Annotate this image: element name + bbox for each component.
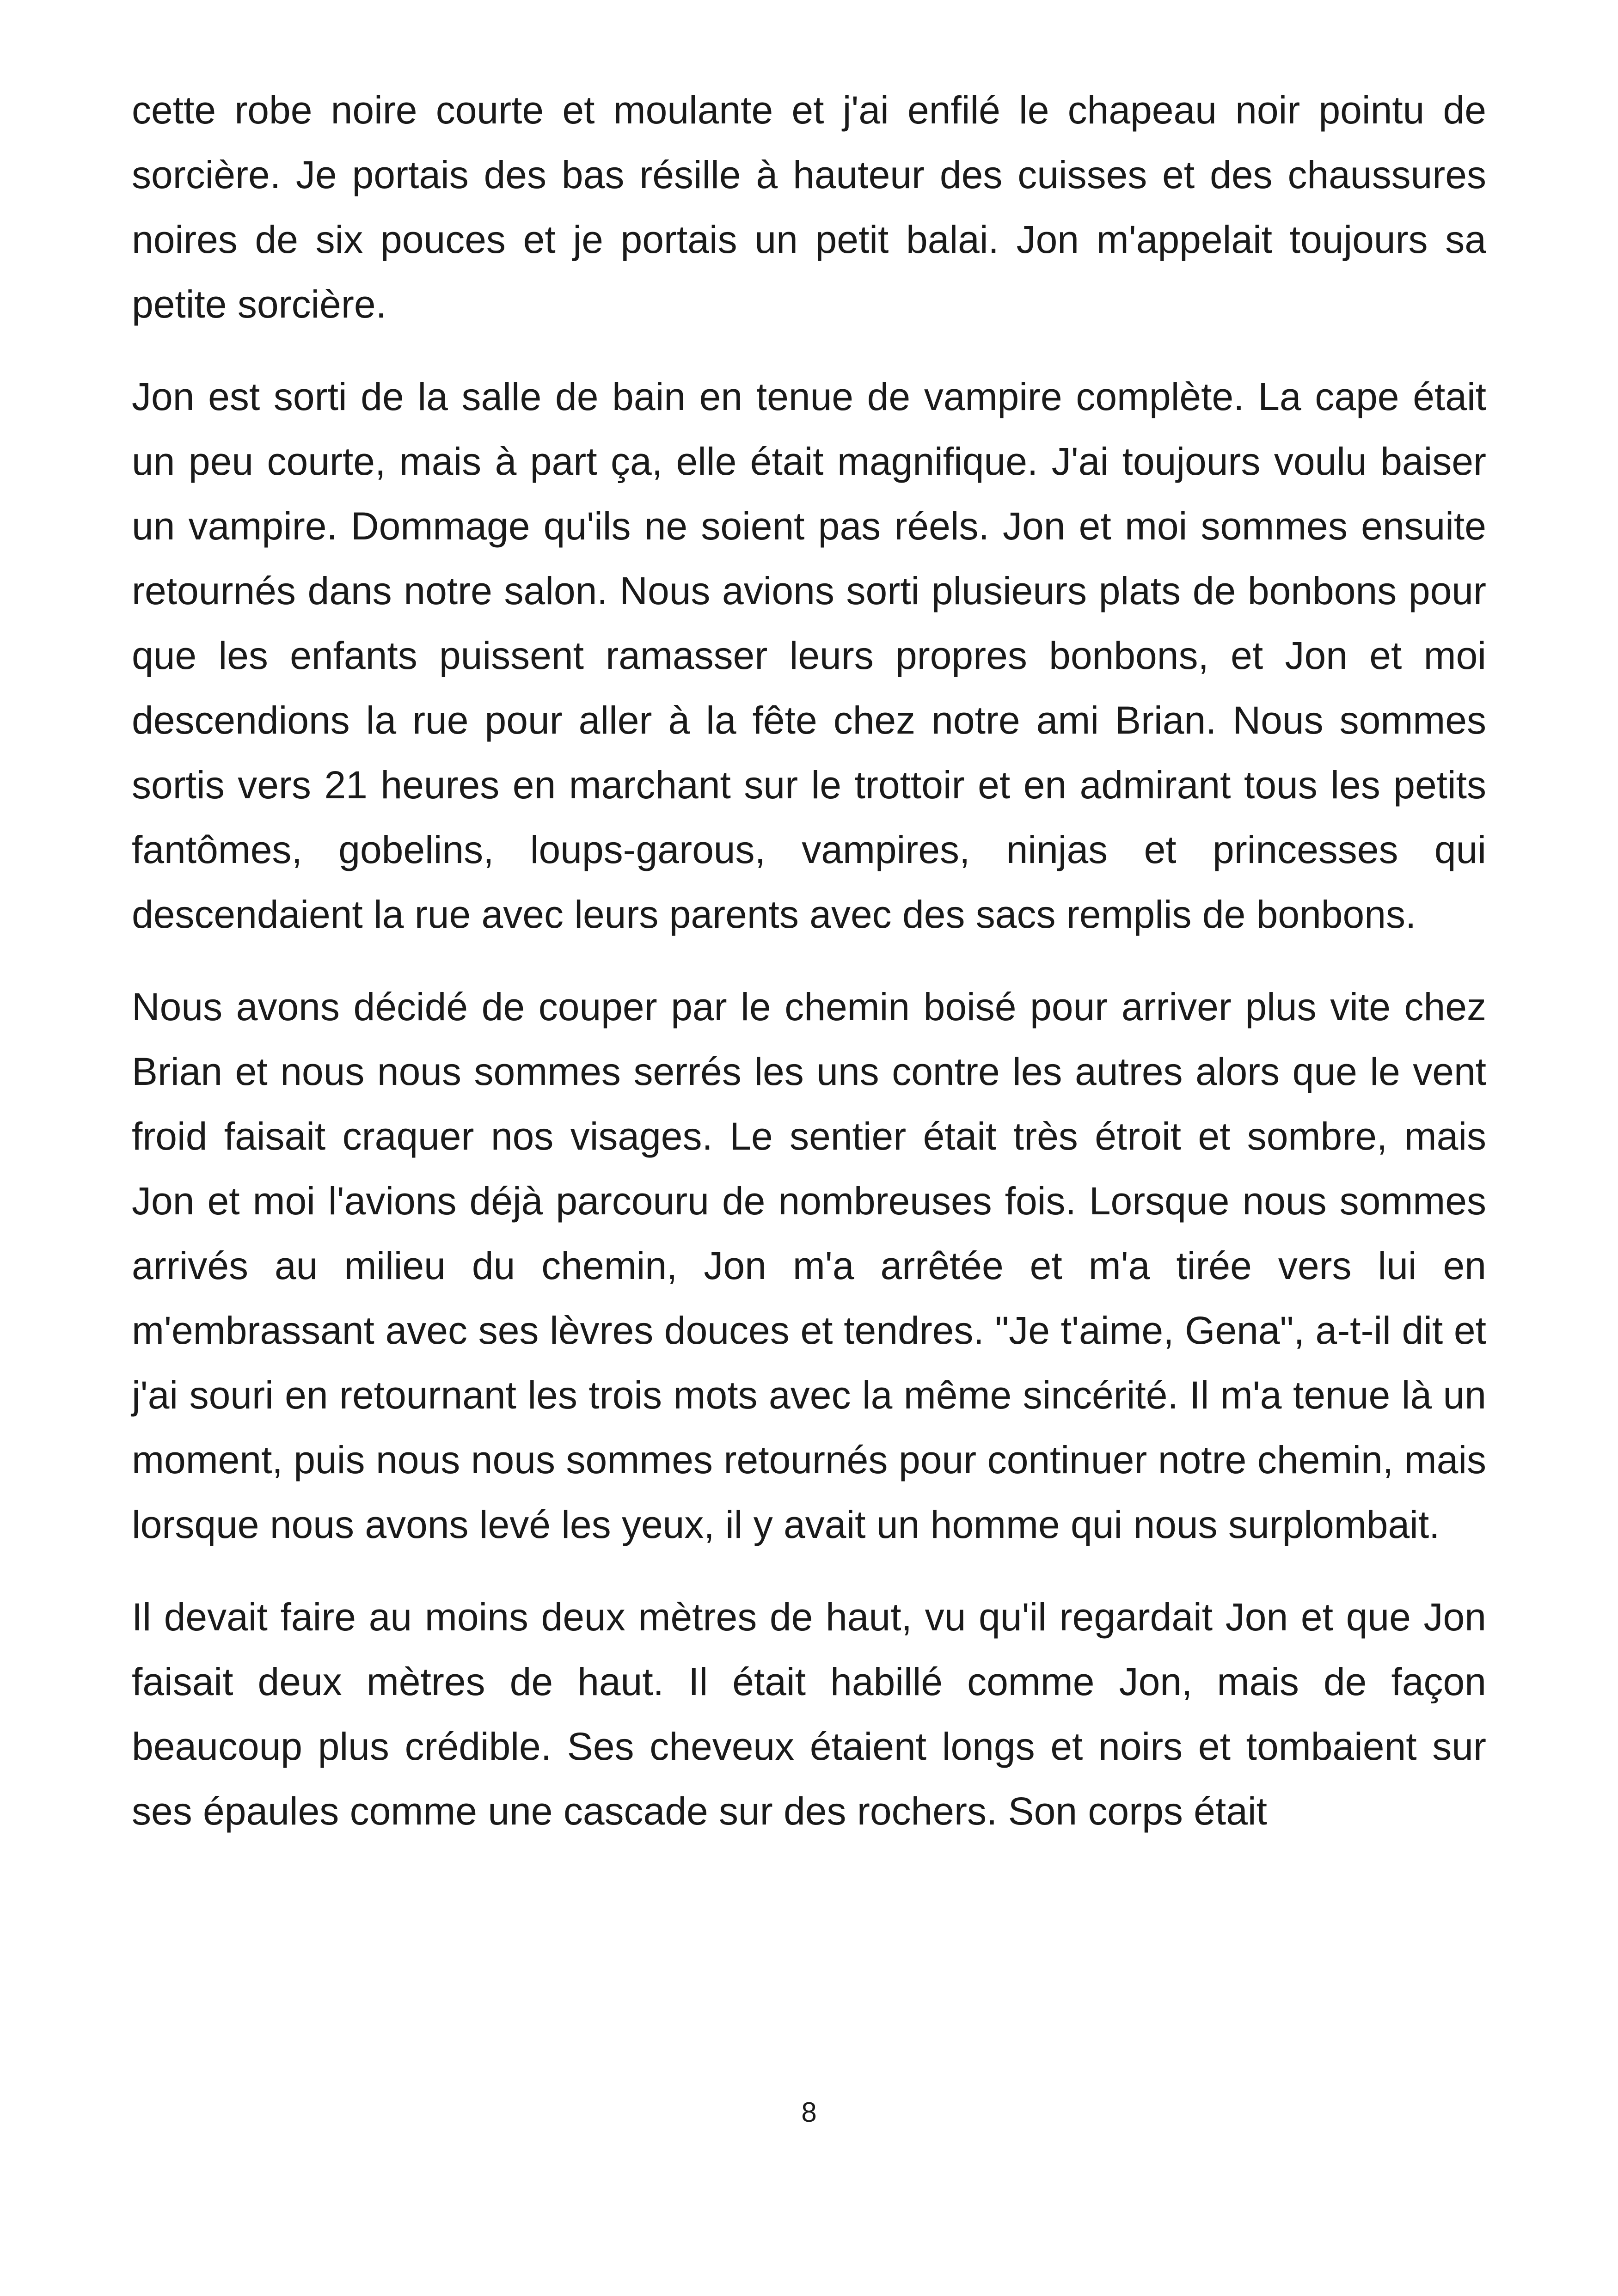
body-text [132,78,1486,1871]
paragraph-2: Jon est sorti de la salle de bain en tenue de vampire complète. La cape était un peu courte, mais à part ça, elle était magnifique. J'ai toujours voulu baiser un vampire. Dommage qu'ils ne soient pas réels. Jon et moi sommes ensuite retournés dans notre salon. Nous avions sorti plusieurs plats de bonbons pour que les enfants puissent ramasser leurs propres bonbons, et Jon et moi descendions la rue pour aller à la fête chez notre ami Brian. Nous sommes sortis vers 21 heures en marchant sur le trottoir et en admirant tous les petits fantômes, gobelins, loups-garous, vampires, ninjas et princesses qui descendaient la rue avec leurs parents avec des sacs remplis de bonbons. [132,375,1486,936]
paragraph-1: cette robe noire courte et moulante et j'ai enfilé le chapeau noir pointu de sorcière. Je portais des bas résille à hauteur des cuisses et des chaussures noires de six pouces et je portais un petit balai. Jon m'appelait toujours sa petite sorcière. [132,88,1486,326]
paragraph-4: Il devait faire au moins deux mètres de haut, vu qu'il regardait Jon et que Jon faisait deux mètres de haut. Il était habillé comme Jon, mais de façon beaucoup plus crédible. Ses cheveux étaient longs et noirs et tombaient sur ses épaules comme une cascade sur des rochers. Son corps était [132,1595,1486,1833]
page-number: 8 [801,2097,817,2128]
paragraph-3: Nous avons décidé de couper par le chemin boisé pour arriver plus vite chez Brian et nous nous sommes serrés les uns contre les autres alors que le vent froid faisait craquer nos visages. Le sentier était très étroit et sombre, mais Jon et moi l'avions déjà parcouru de nombreuses fois. Lorsque nous sommes arrivés au milieu du chemin, Jon m'a arrêtée et m'a tirée vers lui en m'embrassant avec ses lèvres douces et tendres. "Je t'aime, Gena", a-t-il dit et j'ai souri en retournant les trois mots avec la même sincérité. Il m'a tenue là un moment, puis nous nous sommes retournés pour continuer notre chemin, mais lorsque nous avons levé les yeux, il y avait un homme qui nous surplombait. [132,985,1486,1546]
